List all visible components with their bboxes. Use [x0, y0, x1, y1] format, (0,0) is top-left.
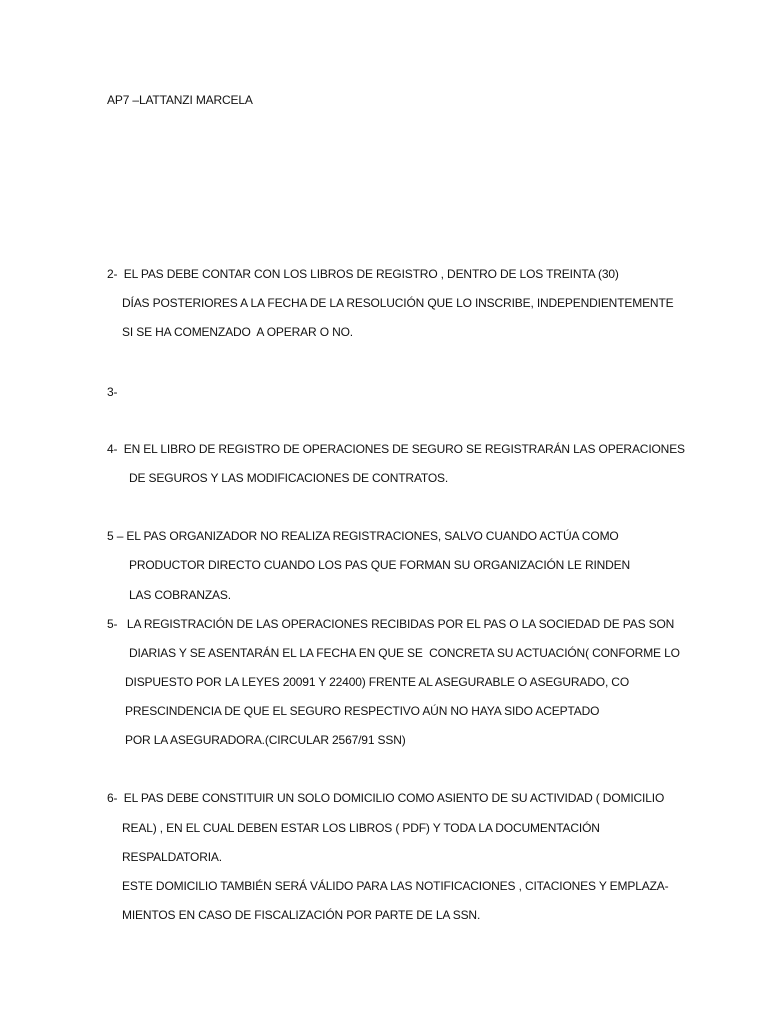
- item-4-line-1: 4- EN EL LIBRO DE REGISTRO DE OPERACIONES DE SEGURO SE REGISTRARÁN LAS OPERACIONES: [107, 442, 685, 456]
- item-6-line-5: MIENTOS EN CASO DE FISCALIZACIÓN POR PARTE DE LA SSN.: [122, 908, 481, 922]
- item-6-line-2: REAL) , EN EL CUAL DEBEN ESTAR LOS LIBROS ( PDF) Y TODA LA DOCUMENTACIÓN: [122, 821, 600, 835]
- item-2-line-2: DÍAS POSTERIORES A LA FECHA DE LA RESOLUCIÓN QUE LO INSCRIBE, INDEPENDIENTEMENTE: [122, 296, 674, 310]
- item-2-line-3: SI SE HA COMENZADO A OPERAR O NO.: [122, 325, 353, 339]
- item-5b-line-4: PRESCINDENCIA DE QUE EL SEGURO RESPECTIVO AÚN NO HAYA SIDO ACEPTADO: [125, 704, 600, 718]
- item-5a-line-3: LAS COBRANZAS.: [129, 588, 231, 602]
- item-5b-line-3: DISPUESTO POR LA LEYES 20091 Y 22400) FRENTE AL ASEGURABLE O ASEGURADO, CO: [125, 675, 630, 689]
- item-6-line-1: 6- EL PAS DEBE CONSTITUIR UN SOLO DOMICILIO COMO ASIENTO DE SU ACTIVIDAD ( DOMICILIO: [107, 791, 665, 805]
- item-5a-line-1: 5 – EL PAS ORGANIZADOR NO REALIZA REGISTRACIONES, SALVO CUANDO ACTÚA COMO: [107, 529, 619, 543]
- item-3-line-1: 3-: [107, 385, 118, 399]
- item-2-line-1: 2- EL PAS DEBE CONTAR CON LOS LIBROS DE REGISTRO , DENTRO DE LOS TREINTA (30): [107, 267, 619, 281]
- item-5b-line-1: 5- LA REGISTRACIÓN DE LAS OPERACIONES RECIBIDAS POR EL PAS O LA SOCIEDAD DE PAS SON: [107, 617, 675, 631]
- document-header: AP7 –LATTANZI MARCELA: [107, 93, 253, 107]
- item-5b-line-2: DIARIAS Y SE ASENTARÁN EL LA FECHA EN QUE SE CONCRETA SU ACTUACIÓN( CONFORME LO: [129, 646, 680, 660]
- item-6-line-4: ESTE DOMICILIO TAMBIÉN SERÁ VÁLIDO PARA LAS NOTIFICACIONES , CITACIONES Y EMPLAZA-: [122, 879, 669, 893]
- item-6-line-3: RESPALDATORIA.: [122, 850, 222, 864]
- item-5a-line-2: PRODUCTOR DIRECTO CUANDO LOS PAS QUE FORMAN SU ORGANIZACIÓN LE RINDEN: [129, 558, 631, 572]
- item-4-line-2: DE SEGUROS Y LAS MODIFICACIONES DE CONTRATOS.: [129, 471, 449, 485]
- item-5b-line-5: POR LA ASEGURADORA.(CIRCULAR 2567/91 SSN): [125, 733, 406, 747]
